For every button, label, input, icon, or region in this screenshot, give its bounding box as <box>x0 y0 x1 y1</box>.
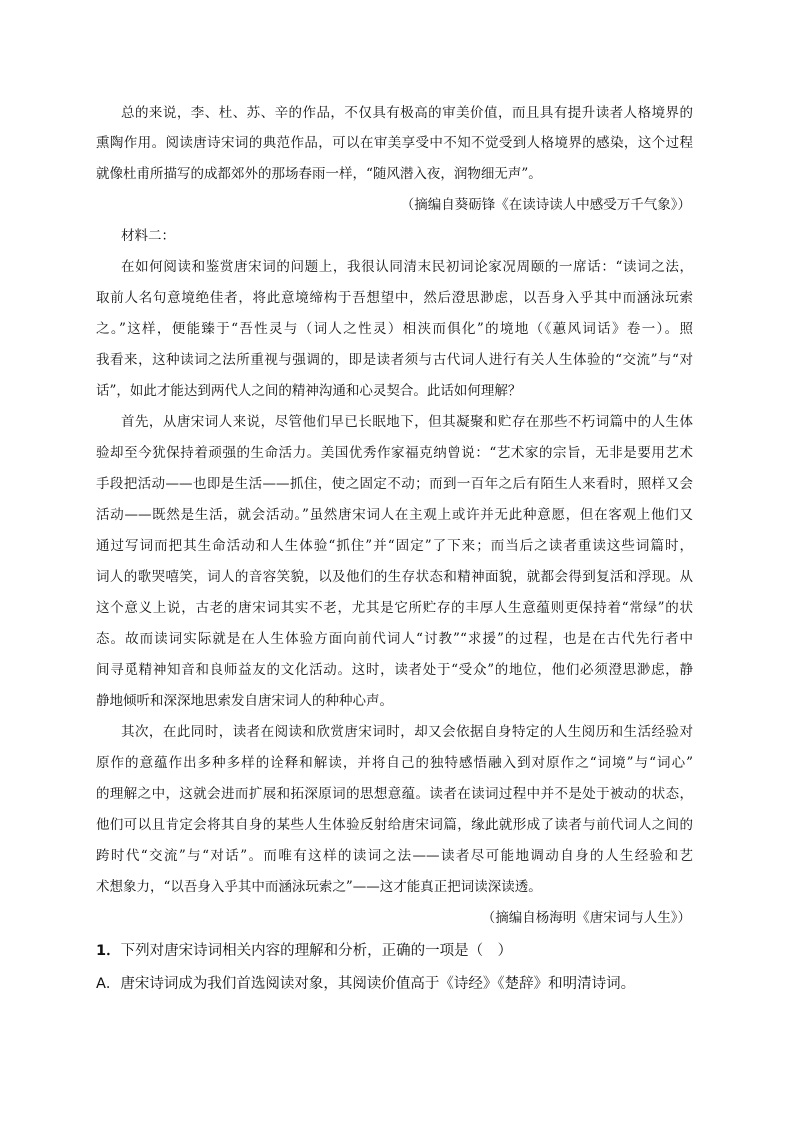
paragraph-line: 其次，在此同时，读者在阅读和欣赏唐宋词时，却又会依据自身特定的人生阅历和生活经验对 <box>121 724 693 740</box>
paragraph-line: 话”，如此才能达到两代人之间的精神沟通和心灵契合。此话如何理解？ <box>96 383 522 399</box>
paragraph-line: 通过写词而把其生命活动和人生体验“抓住”并“固定”了下来；而当后之读者重读这些词篇时， <box>96 538 693 554</box>
paragraph-line: 活动——既然是生活，就会活动。”虽然唐宋词人在主观上或许并无此种意愿，但在客观上他们又 <box>96 507 693 523</box>
paragraph-line: 术想象力，“以吾身入乎其中而涵泳玩索之”——这才能真正把词读深读透。 <box>96 879 542 895</box>
option-a: A．唐宋诗词成为我们首选阅读对象，其阅读价值高于《诗经》《楚辞》和明清诗词。 <box>96 976 636 992</box>
question-number: 1． <box>96 943 121 959</box>
paragraph-line: 熏陶作用。阅读唐诗宋词的典范作品，可以在审美享受中不知不觉受到人格境界的感染，这个过程 <box>96 135 693 151</box>
paragraph-line: 这个意义上说，古老的唐宋词其实不老，尤其是它所贮存的丰厚人生意蕴则更保持着“常绿”的状 <box>96 600 693 616</box>
paragraph-line: 态。故而读词实际就是在人生体验方面向前代词人“讨教”“求援”的过程，也是在古代先行者中 <box>96 631 693 647</box>
paragraph-line: 间寻觅精神知音和良师益友的文化活动。这时，读者处于“受众”的地位，他们必须澄思渺虑，静 <box>96 662 693 678</box>
section-heading: 材料二： <box>121 228 175 244</box>
paragraph-line: 静地倾听和深深地思索发自唐宋词人的种种心声。 <box>96 693 393 709</box>
paragraph-line: 的理解之中，这就会进而扩展和拓深原词的思想意蕴。读者在读词过程中并不是处于被动的状态， <box>96 786 693 802</box>
paragraph-line: 首先，从唐宋词人来说，尽管他们早已长眠地下，但其凝聚和贮存在那些不朽词篇中的人生体 <box>121 414 693 430</box>
paragraph-line: 原作的意蕴作出多种多样的诠释和解读，并将自己的独特感悟融入到对原作之“词境”与“词心” <box>96 755 693 771</box>
paragraph-line: 取前人名句意境绝佳者，将此意境缔构于吾想望中，然后澄思渺虑，以吾身入乎其中而涵泳玩索 <box>96 290 693 306</box>
paragraph-line: 总的来说，李、杜、苏、辛的作品，不仅具有极高的审美价值，而且具有提升读者人格境界的 <box>121 105 693 121</box>
paragraph-line: 跨时代“交流”与“对话”。而唯有这样的读词之法——读者尽可能地调动自身的人生经验和艺 <box>96 848 693 864</box>
paragraph-line: 之。”这样，便能臻于“吾性灵与（词人之性灵）相浃而俱化”的境地（《蕙风词话》卷一）。照 <box>96 321 693 337</box>
paragraph-line: 我看来，这种读词之法所重视与强调的，即是读者须与古代词人进行有关人生体验的“交流”与“对 <box>96 352 693 368</box>
paragraph-line: 词人的歌哭嘻笑，词人的音容笑貌，以及他们的生存状态和精神面貌，就都会得到复活和浮现。从 <box>96 569 693 585</box>
source-citation: （摘编自葵砺锋《在读诗读人中感受万千气象》） <box>400 197 691 213</box>
paragraph-line: 验却至今犹保持着顽强的生命活力。美国优秀作家福克纳曾说：“艺术家的宗旨，无非是要用艺术 <box>96 445 693 461</box>
paragraph-line: 手段把活动——也即是生活——抓住，使之固定不动；而到一百年之后有陌生人来看时，照样又会 <box>96 476 693 492</box>
paragraph-line: 他们可以且肯定会将其自身的某些人生体验反射给唐宋词篇，缘此就形成了读者与前代词人之间的 <box>96 817 693 833</box>
paragraph-line: 在如何阅读和鉴赏唐宋词的问题上，我很认同清末民初词论家况周颐的一席话：“读词之法， <box>121 259 693 275</box>
source-citation: （摘编自杨海明《唐宋词与人生》） <box>481 910 691 926</box>
paragraph-line: 就像杜甫所描写的成都郊外的那场春雨一样，“随风潜入夜，润物细无声”。 <box>96 166 542 182</box>
question-stem <box>96 941 512 961</box>
question-text: 下列对唐宋诗词相关内容的理解和分析，正确的一项是（ ） <box>120 943 513 959</box>
